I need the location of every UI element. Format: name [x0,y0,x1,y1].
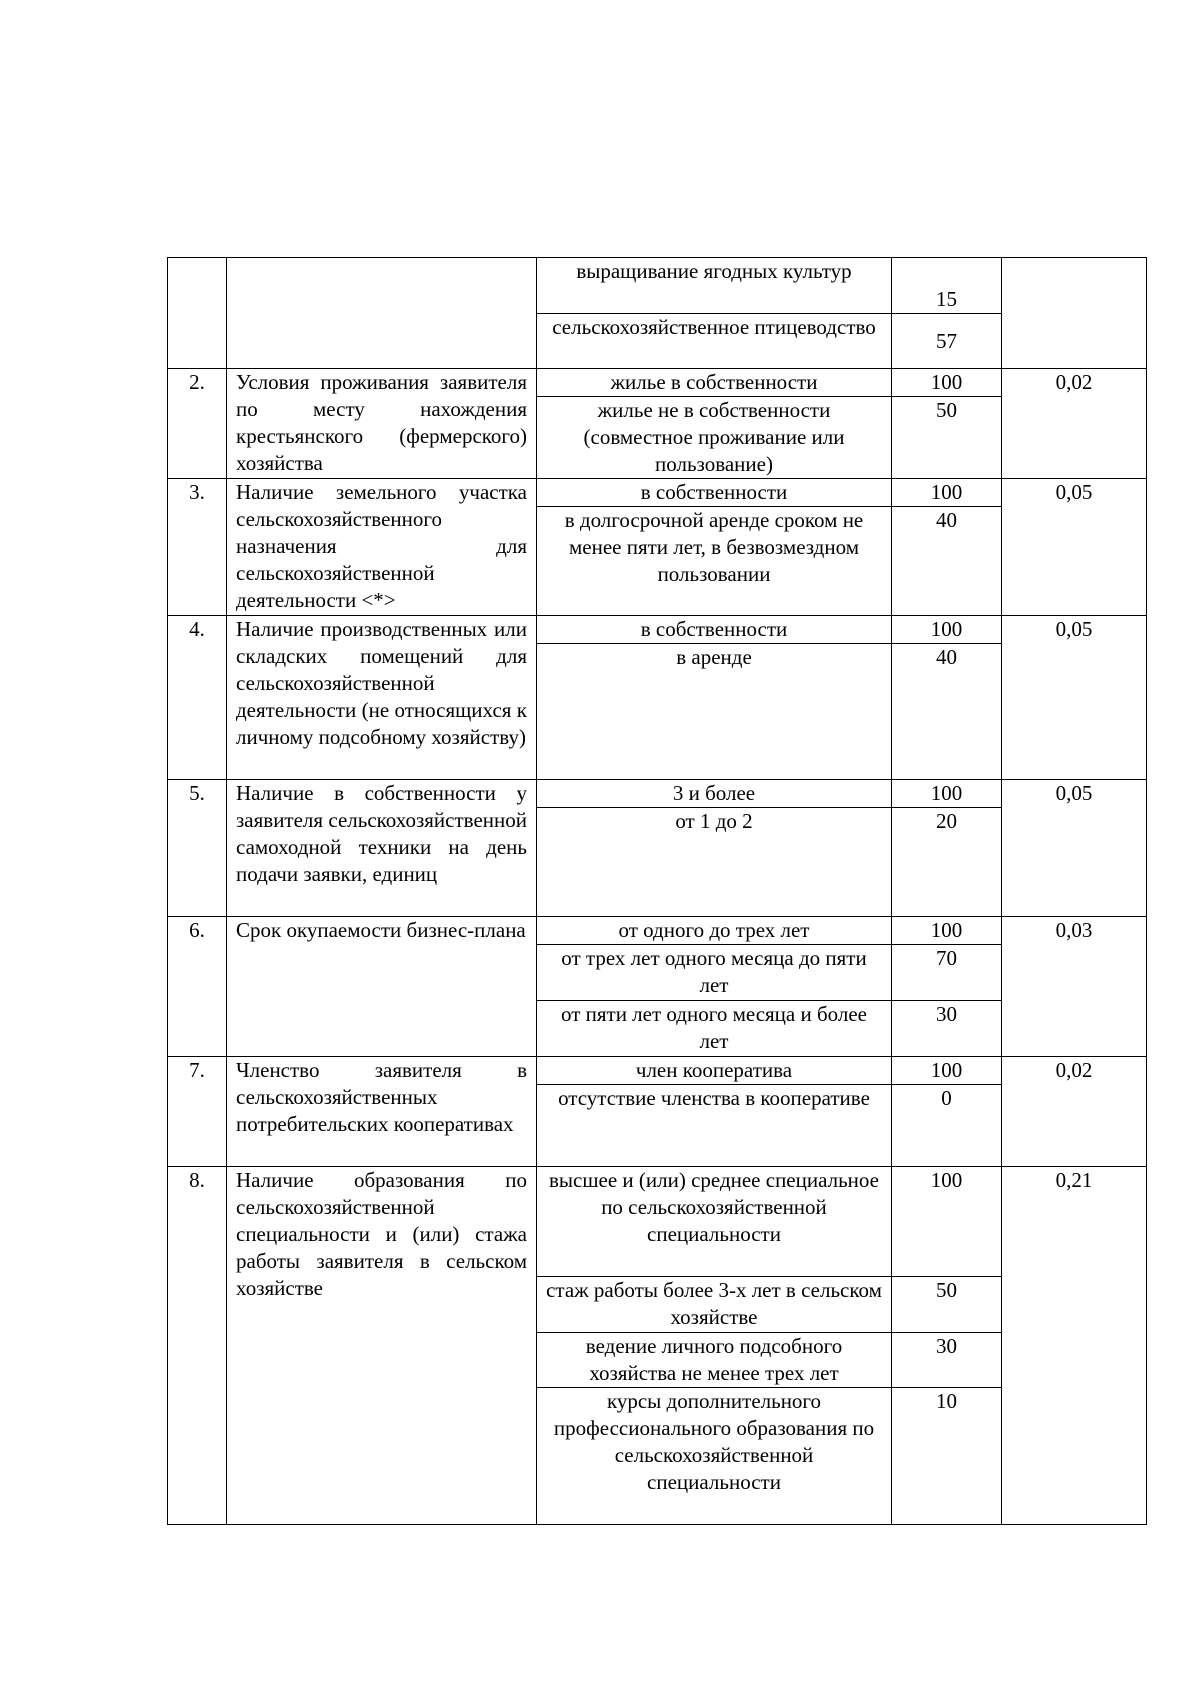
option-score: 100 [892,479,1002,507]
table-row [168,780,1147,808]
row-number: 3. [168,479,227,616]
option-label: в аренде [537,644,892,780]
option-label: от одного до трех лет [537,917,892,945]
option-label: отсутствие членства в кооперативе [537,1085,892,1167]
option-label: в собственности [537,616,892,644]
option-label: выращивание ягодных культур [537,258,892,314]
criterion-cell [227,258,537,369]
option-label: от пяти лет одного месяца и более лет [537,1001,892,1057]
option-score: 70 [892,945,1002,1001]
weight-cell: 0,05 [1002,616,1147,780]
option-label: ведение личного подсобного хозяйства не менее трех лет [537,1333,892,1388]
criterion-cell: Наличие производственных или складских помещений для сельскохозяйственной деятельности (не относящихся к личному подсобному хозяйству) [227,616,537,780]
row-number: 4. [168,616,227,780]
option-label: курсы дополнительного профессионального образования по сельскохозяйственной специальности [537,1388,892,1525]
option-score: 100 [892,780,1002,808]
criterion-cell: Наличие земельного участка сельскохозяйственного назначения для сельскохозяйственной деятельности <*> [227,479,537,616]
option-score: 100 [892,616,1002,644]
weight-cell: 0,02 [1002,369,1147,479]
weight-cell: 0,21 [1002,1167,1147,1525]
weight-cell [1002,258,1147,369]
option-score: 57 [892,314,1002,369]
option-score: 100 [892,917,1002,945]
table-row [168,369,1147,397]
option-score: 100 [892,1167,1002,1277]
option-label: член кооператива [537,1057,892,1085]
weight-cell: 0,03 [1002,917,1147,1057]
weight-cell: 0,05 [1002,479,1147,616]
row-number: 8. [168,1167,227,1525]
criterion-cell: Условия проживания заявителя по месту нахождения крестьянского (фермерского) хозяйства [227,369,537,479]
option-score: 100 [892,369,1002,397]
option-score: 30 [892,1333,1002,1388]
row-number [168,258,227,369]
table-row [168,917,1147,945]
option-score: 15 [892,258,1002,314]
option-label: от 1 до 2 [537,808,892,917]
table-row [168,1057,1147,1085]
table-row [168,479,1147,507]
option-label: от трех лет одного месяца до пяти лет [537,945,892,1001]
option-label: 3 и более [537,780,892,808]
table-row [168,258,1147,314]
option-label: стаж работы более 3-х лет в сельском хозяйстве [537,1277,892,1333]
option-score: 0 [892,1085,1002,1167]
option-score: 20 [892,808,1002,917]
option-label: в собственности [537,479,892,507]
option-label: сельскохозяйственное птицеводство [537,314,892,369]
option-score: 40 [892,507,1002,616]
criterion-cell: Членство заявителя в сельскохозяйственных потребительских кооперативах [227,1057,537,1167]
option-label: в долгосрочной аренде сроком не менее пяти лет, в безвозмездном пользовании [537,507,892,616]
row-number: 6. [168,917,227,1057]
row-number: 2. [168,369,227,479]
table-row [168,1167,1147,1277]
option-score: 50 [892,1277,1002,1333]
table-row [168,616,1147,644]
option-score: 10 [892,1388,1002,1525]
option-score: 100 [892,1057,1002,1085]
row-number: 5. [168,780,227,917]
weight-cell: 0,02 [1002,1057,1147,1167]
option-score: 40 [892,644,1002,780]
criterion-cell: Наличие образования по сельскохозяйственной специальности и (или) стажа работы заявителя в сельском хозяйстве [227,1167,537,1525]
row-number: 7. [168,1057,227,1167]
weight-cell: 0,05 [1002,780,1147,917]
option-label: высшее и (или) среднее специальное по сельскохозяйственной специальности [537,1167,892,1277]
option-score: 50 [892,397,1002,479]
criteria-table [167,257,1147,1525]
option-label: жилье в собственности [537,369,892,397]
criterion-cell: Наличие в собственности у заявителя сельскохозяйственной самоходной техники на день подачи заявки, единиц [227,780,537,917]
criterion-cell: Срок окупаемости бизнес-плана [227,917,537,1057]
option-score: 30 [892,1001,1002,1057]
option-label: жилье не в собственности (совместное проживание или пользование) [537,397,892,479]
